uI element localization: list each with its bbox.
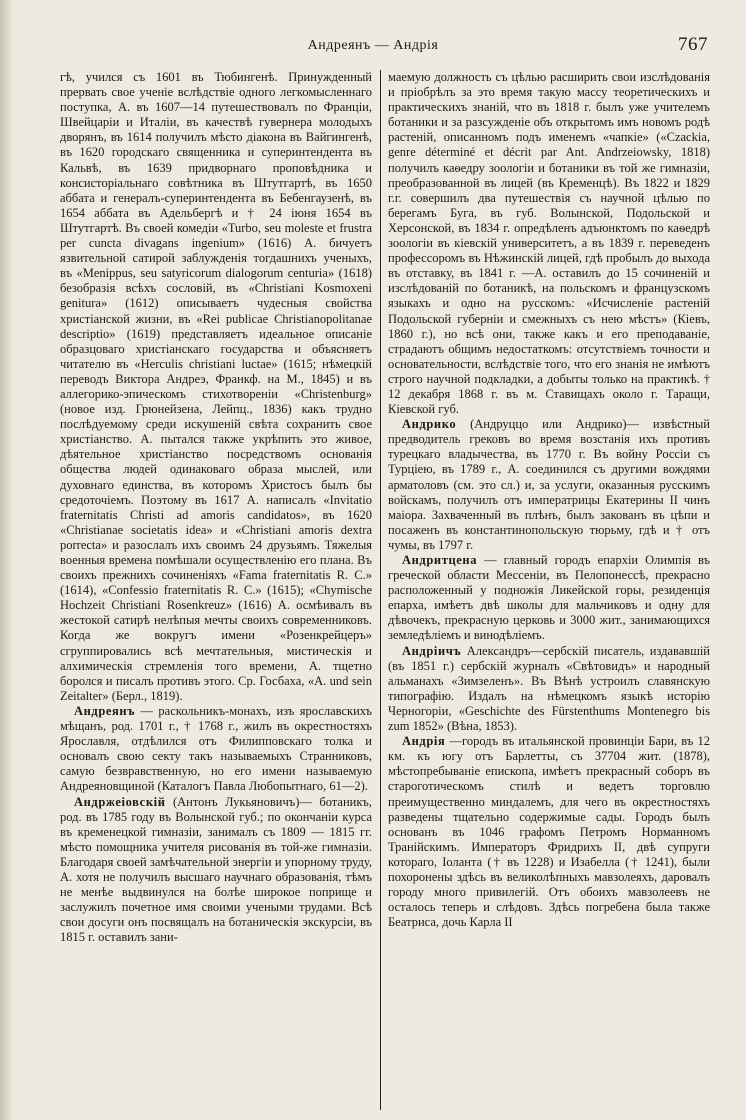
page-gutter-shadow xyxy=(0,0,14,1120)
entry-headword: Андрико xyxy=(402,417,457,432)
entry-text: —городъ въ итальянской провинціи Бари, въ 12 км. къ югу отъ Барлетты, съ 37704 жит. (1878), мѣстопребываніе епископа, имѣетъ прекрасный соборъ въ староготическомъ стилѣ и ведетъ торговлю преимущественно миндалемъ, для чего въ окрестностяхъ разведены тщательно содержимые сады. Городъ былъ основанъ въ 1046 графомъ Петромъ Норманномъ Транійскимъ. Императоръ Фридрихъ II, двѣ супруги котораго, Іоланта († въ 1228) и Изабелла († 1241), были похоронены здѣсь въ великолѣпныхъ мавзолеяхъ, даровалъ городу много привилегій. Отъ обоихъ мавзолеевъ не осталось теперь и слѣдовъ. Здѣсь погребена была также Беатриса, дочь Карла II xyxy=(388,734,710,930)
entry-headword: Андржеіовскій xyxy=(74,794,166,809)
entry-text: — раскольникъ-монахъ, изъ ярославскихъ мѣщанъ, род. 1701 г., † 1768 г., жилъ въ окрестностяхъ Ярославля, отдѣлился отъ Филипповскаго толка и основалъ свою секту такъ называемыхъ Странниковъ, самую безвравственную, но его имени называемую Андреяновщиной (Каталогъ Павла Любопытнаго, 61—2). xyxy=(60,703,372,794)
column-divider xyxy=(380,70,381,1110)
entry-andriich xyxy=(388,644,710,735)
entry-andreyan xyxy=(60,704,372,795)
entry-headword: Андреянъ xyxy=(74,703,136,718)
running-head: Андреянъ — Андрія xyxy=(307,38,439,53)
entry-text: — главный городъ епархіи Олимпія въ греческой области Мессеніи, въ Пелопонессѣ, прекрасно расположенный у подножія Ликейской горы, резиденція епарха, имѣетъ двѣ школы для мальчиковъ и одну для дѣвочекъ, прекрасную церковь и 3000 жит., занимающихся земледѣліемъ и винодѣліемъ. xyxy=(388,553,710,643)
right-column xyxy=(388,70,710,1110)
entry-andria xyxy=(388,734,710,930)
entry-andrzejowski-continuation xyxy=(388,70,710,417)
page-header xyxy=(20,34,726,56)
entry-andreae-continuation xyxy=(60,70,372,704)
entry-text: Александръ—сербскій писатель, издававшій (въ 1851 г.) сербскій журналъ «Свѣтовидъ» и народный альманахъ «Зимзеленъ». Въ Вѣнѣ устроилъ славянскую типографію. Издалъ на нѣмецкомъ языкѣ исторію Черногоріи, «Geschichte des Fürstenthums Montenegro bis zum 1852» (Вѣна, 1853). xyxy=(388,643,710,734)
entry-headword: Андритцена xyxy=(402,553,478,567)
entry-andritsena xyxy=(388,553,710,644)
entry-text: гѣ, учился съ 1601 въ Тюбингенѣ. Принужденный прервать свое ученіе вслѣдствіе одного легкомысленнаго поступка, А. въ 1607—14 путешествовалъ по Франціи, Швейцаріи и Италіи, въ качествѣ гувернера молодыхъ дворянъ, въ 1614 получилъ мѣсто діакона въ Вайгингенѣ, въ 1620 городскаго священника и суперинтендента въ Кальвѣ, въ 1639 придворнаго проповѣдника и консисторіальнаго совѣтника въ Штутгартѣ, въ 1650 аббата и генералъ-суперинтендента въ Бебенгаузенѣ, въ 1654 аббата въ Адельбергѣ и † 24 іюня 1654 въ Штутгартѣ. Въ своей комедіи «Turbo, seu moleste et frustra per cuncta divagans ingenium» (1616) А. бичуетъ язвительной сатирой заблужденія тогдашнихъ ученыхъ, въ «Menippus, seu satyricorum dialogorum centuria» (1618) безобразія всѣхъ сословій, въ «Christiani Kosmoxeni genitura» (1612) описываетъ чудесныя свойства христіанской жизни, въ «Rei publicae Christianopolitanae descriptio» (1619) представляетъ идеальное описаніе образцоваго христіанскаго государства и объясняетъ читателю въ «Herculis christiani luctae» (1615; нѣмецкій переводъ Виктора Андреэ, Франкф. на М., 1845) и въ аллегорико-эпическомъ стихотвореніи «Christenburg» (новое изд. Грюнейзена, Лейпц., 1836) какъ трудно послѣдуемому среди искушеній свѣта сохранить свое христіанство. А. пытался также укрѣпить это живое, дѣятельное христіанство посредствомъ основанія общества людей одинаковаго образа мыслей, или духовнаго единства, въ которомъ Христосъ былъ бы средоточіемъ. Поэтому въ 1617 А. написалъ «Invitatio fraternitatis Christi ad amoris candidatos», въ 1620 «Christianae societatis idea» и «Christiani amoris dextra porrecta» и разослалъ ихъ своимъ 24 друзьямъ. Тяжелыя военныя времена помѣшали осуществленію его плана. Въ своихъ прежнихъ сочиненіяхъ «Fama fraternitatis R. C.» (1614), «Confessio fraternitatis R. C.» (1615); «Chymische Hochzeit Christiani Rosenkreuz» (1616) А. осмѣивалъ въ жестокой сатирѣ нелѣпыя мечты своихъ современниковъ. Когда же вокругъ имени «Розенкрейцеръ» сгруппировались всѣ мечтательныя, мистическія и алхимическія стремленія того времени, А. тщетно боролся и писалъ противъ этого. Ср. Госбаха, «A. und sein Zeitalter» (Берл., 1819). xyxy=(60,70,372,703)
entry-text: (Андруццо или Андрико)— извѣстный предводитель грековъ во время возстанія ихъ противъ турецкаго владычества, въ 1770 г. Въ войну Россіи съ Турціею, въ 1789 г., А. соединился съ другими вождями арматоловъ (см. это сл.) и, за услуги, оказанныя русскимъ войскамъ, получилъ отъ императрицы Екатерины II чинъ маіора. Захваченный въ плѣнъ, былъ закованъ въ цѣпи и посаженъ въ константинопольскую тюрьму, гдѣ и † отъ чумы, въ 1797 г. xyxy=(388,417,710,552)
entry-headword: Андрія xyxy=(402,734,446,749)
entry-andriko xyxy=(388,417,710,553)
entry-andrzejowski xyxy=(60,795,372,946)
left-column xyxy=(60,70,372,1110)
page-number: 767 xyxy=(678,34,708,55)
entry-text: (Антонъ Лукьяновичъ)— ботаникъ, род. въ 1785 году въ Волынской губ.; по окончаніи курса въ кременецкой гимназіи, занималъ съ 1809 — 1815 гг. мѣсто помощника учителя рисованія въ той-же гимназіи. Благодаря своей замѣчательной энергіи и упорному труду, А. хотя не получилъ высшаго научнаго образованія, тѣмъ не менѣе выдвинулся на болѣе широкое поприще и заслужилъ почетное имя своими учеными трудами. Всѣ свои досуги онъ посвящалъ на ботаническія экскурсіи, въ 1815 г. оставилъ зани- xyxy=(60,794,372,945)
entry-text: маемую должность съ цѣлью расширить свои изслѣдованія и пріобрѣлъ за это время такую массу теоретическихъ и практическихъ знаній, что въ 1818 г. былъ уже учителемъ ботаники и за разсужденіе объ открытомъ имъ новомъ родѣ растеній, описанномъ подъ именемъ «чапкіе» («Czackia, genre déterminé et décrit par Ant. Andrzeiowsky, 1818) получилъ каѳедру зоологіи и ботаники въ той же гимназіи, преобразованной въ лицей (въ Кременцѣ). Въ 1822 и 1829 г.г. совершилъ два путешествія съ научной цѣлью по берегамъ Буга, въ губ. Волынской, Подольской и Херсонской, въ 1834 г. опредѣленъ адъюнктомъ по каѳедрѣ зоологіи въ кіевскій университетъ, а въ 1839 г. переведенъ профессоромъ въ Нѣжинскій лицей, гдѣ пробылъ до выхода въ отставку, въ 1841 г. —А. оставилъ до 15 сочиненій и изслѣдованій по ботаникѣ, на польскомъ и французскомъ языкахъ и одно на русскомъ: «Исчисленіе растеній Подольской губерніи и смежныхъ съ нею мѣстъ» (Кіевъ, 1860 г.), но всѣ они, также какъ и его преподаваніе, страдаютъ общимъ недостаткомъ: отсутствіемъ точности и основательности, вслѣдствіе того, что его знанія не имѣютъ строго научной подкладки, а добыты только на практикѣ. † 12 декабря 1868 г. въ м. Ставищахъ около г. Таращи, Кіевской губ. xyxy=(388,70,710,417)
entry-headword: Андріичъ xyxy=(402,643,462,658)
